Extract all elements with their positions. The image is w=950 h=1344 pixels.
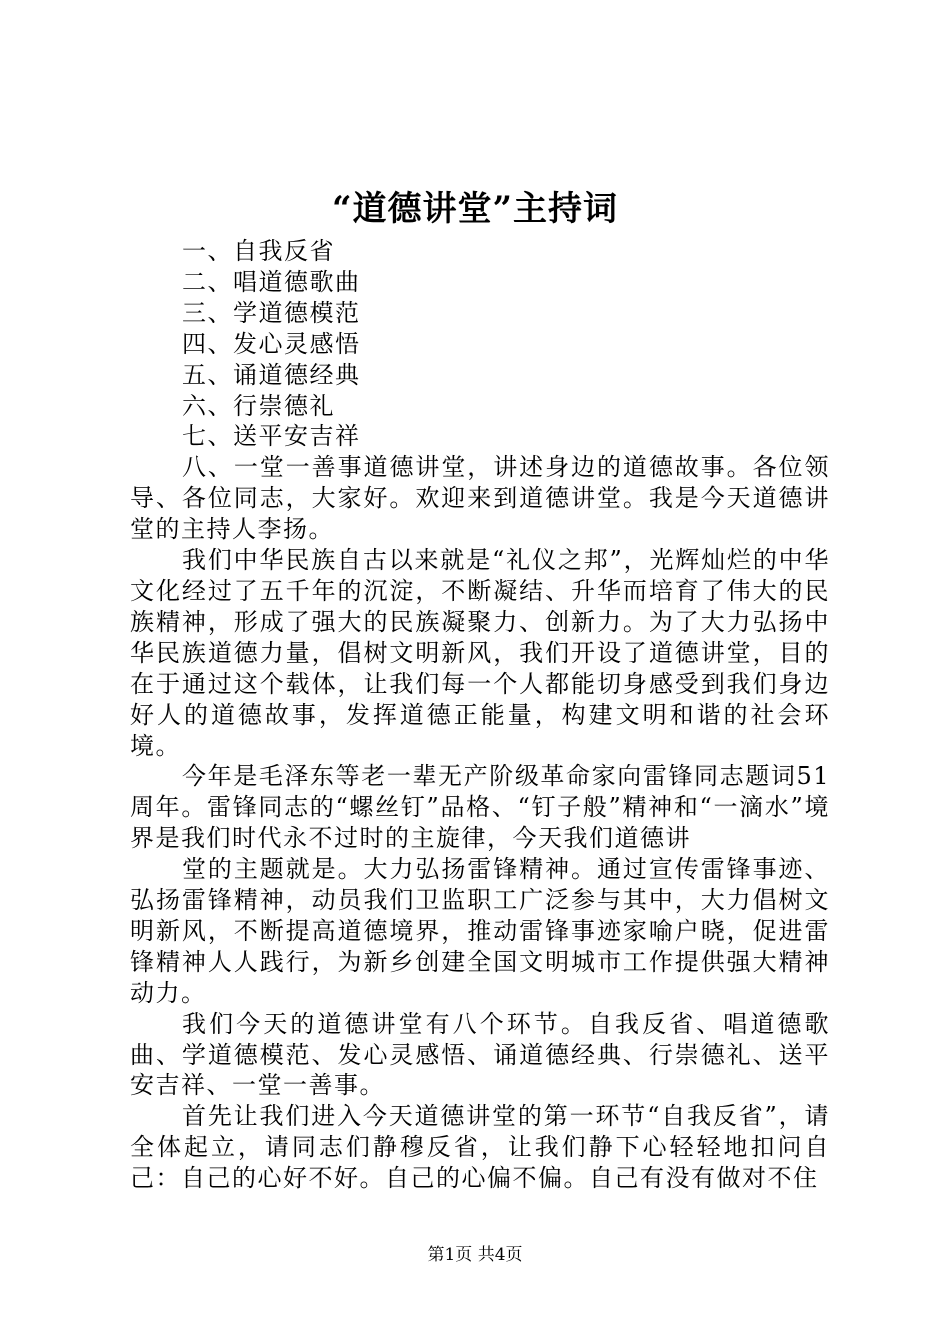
body-paragraph: 今年是毛泽东等老一辈无产阶级革命家向雷锋同志题词51周年。雷锋同志的“螺丝钉”品格、“钉子般”精神和“一滴水”境界是我们时代永不过时的主旋律，今天我们道德讲 [130, 762, 830, 853]
outline-item: 二、唱道德歌曲 [182, 267, 361, 296]
body-paragraph: 堂的主题就是。大力弘扬雷锋精神。通过宣传雷锋事迹、弘扬雷锋精神，动员我们卫监职工广泛参与其中，大力倡树文明新风，不断提高道德境界，推动雷锋事迹家喻户晓，促进雷锋精神人人践行，为新乡创建全国文明城市工作提供强大精神动力。 [130, 855, 830, 1007]
outline-item: 四、发心灵感悟 [182, 329, 361, 358]
outline-item: 五、诵道德经典 [182, 360, 361, 389]
outline-item: 一、自我反省 [182, 237, 335, 265]
outline-item: 三、学道德模范 [182, 298, 361, 327]
outline-item: 七、送平安吉祥 [182, 422, 361, 451]
page-number-footer: 第1页 共4页 [427, 1245, 523, 1265]
body-paragraph: 八、一堂一善事道德讲堂，讲述身边的道德故事。各位领导、各位同志，大家好。欢迎来到道德讲堂。我是今天道德讲堂的主持人李扬。 [130, 453, 830, 544]
body-paragraph: 首先让我们进入今天道德讲堂的第一环节“自我反省”，请全体起立，请同志们静穆反省，让我们静下心轻轻地扣问自己：自己的心好不好。自己的心偏不偏。自己有没有做对不住 [130, 1102, 830, 1193]
document-title: “道德讲堂”主持词 [331, 189, 619, 229]
body-paragraph: 我们今天的道德讲堂有八个环节。自我反省、唱道德歌曲、学道德模范、发心灵感悟、诵道德经典、行崇德礼、送平安吉祥、一堂一善事。 [130, 1009, 830, 1100]
outline-item: 六、行崇德礼 [182, 391, 335, 420]
document-body [130, 236, 830, 1194]
body-paragraph: 我们中华民族自古以来就是“礼仪之邦”，光辉灿烂的中华文化经过了五千年的沉淀，不断凝结、升华而培育了伟大的民族精神，形成了强大的民族凝聚力、创新力。为了大力弘扬中华民族道德力量，倡树文明新风，我们开设了道德讲堂，目的在于通过这个载体，让我们每一个人都能切身感受到我们身边好人的道德故事，发挥道德正能量，构建文明和谐的社会环境。 [130, 546, 830, 760]
